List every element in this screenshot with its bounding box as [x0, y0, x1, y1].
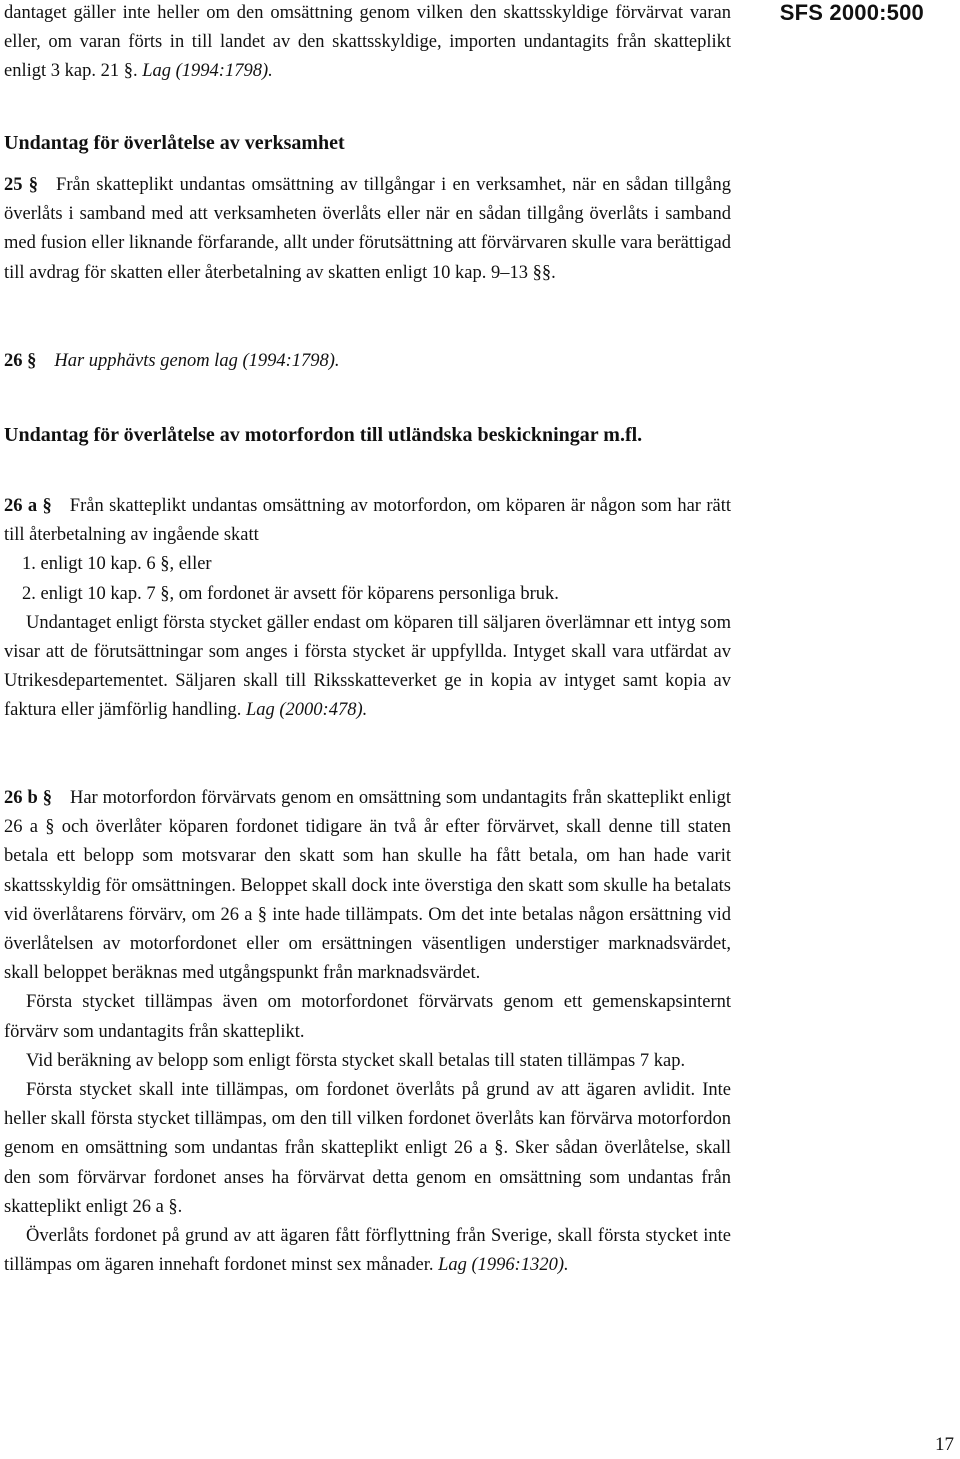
- law-reference: Lag (1996:1320).: [438, 1255, 569, 1276]
- law-reference: Lag (2000:478).: [245, 700, 368, 721]
- paragraph-1: Har motorfordon förvärvats genom en omsättning som undantagits från skatteplikt enligt 26 a § och överlåter köparen fordonet tidigare än två år efter förvärvet, skall denne till staten betala ett belopp som motsvarar den skatt som han skulle ha fått betala, om han hade varit skattsskyldig för omsättningen. Beloppet skall dock inte överstiga den skatt som skulle ha betalats vid överlåtarens förvärv, om 26 a § inte hade tillämpats. Om det inte betalas någon ersättning vid överlåtelsen av motorfordonet eller om ersättningen väsentligen understiger marknadsvärdet, skall beloppet beräknas med utgångspunkt från marknadsvärdet.: [4, 788, 731, 984]
- page-number: 17: [935, 1434, 954, 1455]
- sfs-number-header: SFS 2000:500: [779, 0, 924, 25]
- section-26a: [4, 492, 731, 726]
- section-heading-motorfordon: Undantag för överlåtelse av motorfordon till utländska beskickningar m.fl.: [4, 424, 643, 446]
- list-item-1: 1. enligt 10 kap. 6 §, eller: [22, 554, 212, 575]
- section-text: Från skatteplikt undantas omsättning av tillgångar i en verksamhet, när en sådan tillgång överlåts i samband med att verksamheten överlåts eller när en sådan tillgång överlåts i samband med fusion eller liknande förfarande, allt under förutsättning att förvärvaren skulle vara berättigad till avdrag för skatten eller återbetalning av skatten enligt 10 kap. 9–13 §§.: [4, 175, 732, 283]
- paragraph-5: Överlåts fordonet på grund av att ägaren fått förflyttning från Sverige, skall första stycket inte tillämpas om ägaren innehaft fordonet minst sex månader.: [4, 1226, 731, 1276]
- paragraph-4: Första stycket skall inte tillämpas, om fordonet överlåts på grund av att ägaren avlidit. Inte heller skall första stycket tillämpas, om den till vilken fordonet överlåts kan förvärva motorfordon genom en omsättning som undantas från skatteplikt enligt 26 a §. Sker sådan överlåtelse, skall den som förvärvar fordonet anses ha förvärvat detta genom en omsättning som undantas från skatteplikt enligt 26 a §.: [4, 1080, 731, 1217]
- paragraph-3: Vid beräkning av belopp som enligt första stycket skall betalas till staten tillämpas 7 kap.: [26, 1050, 686, 1071]
- section-heading-verksamhet: Undantag för överlåtelse av verksamhet: [4, 132, 345, 154]
- section-25: [4, 171, 731, 288]
- list-item-2: 2. enligt 10 kap. 7 §, om fordonet är avsett för köparens personliga bruk.: [22, 583, 559, 604]
- section-number: 26 a §: [4, 496, 52, 516]
- section-26b: [4, 784, 731, 1280]
- continued-text: dantaget gäller inte heller om den omsättning genom vilken den skattsskyldige förvärvat varan eller, om varan förts in till landet av den skattsskyldige, importen undantagits från skatteplikt enligt 3 kap. 21 §.: [4, 3, 731, 82]
- paragraph-2: Första stycket tillämpas även om motorfordonet förvärvats genom ett gemenskapsinternt förvärv som undantagits från skatteplikt.: [4, 992, 731, 1042]
- section-text: Från skatteplikt undantas omsättning av motorfordon, om köparen är någon som har rätt till återbetalning av ingående skatt: [4, 496, 732, 546]
- section-number: 26 §: [4, 351, 37, 371]
- paragraph-2: Undantaget enligt första stycket gäller endast om köparen till säljaren överlämnar ett intyg som visar att de förutsättningar som anges i första stycket är uppfyllda. Intyget skall vara utfärdat av Utrikesdepartementet. Säljaren skall till Riksskatteverket ge in kopia av intyget samt kopia av faktura eller jämförlig handling.: [4, 612, 731, 721]
- continued-paragraph: [4, 0, 731, 87]
- section-text: Har upphävts genom lag (1994:1798).: [54, 351, 340, 371]
- section-number: 26 b §: [4, 788, 52, 808]
- section-26: [4, 347, 731, 376]
- law-reference: Lag (1994:1798).: [142, 61, 273, 82]
- section-number: 25 §: [4, 175, 39, 195]
